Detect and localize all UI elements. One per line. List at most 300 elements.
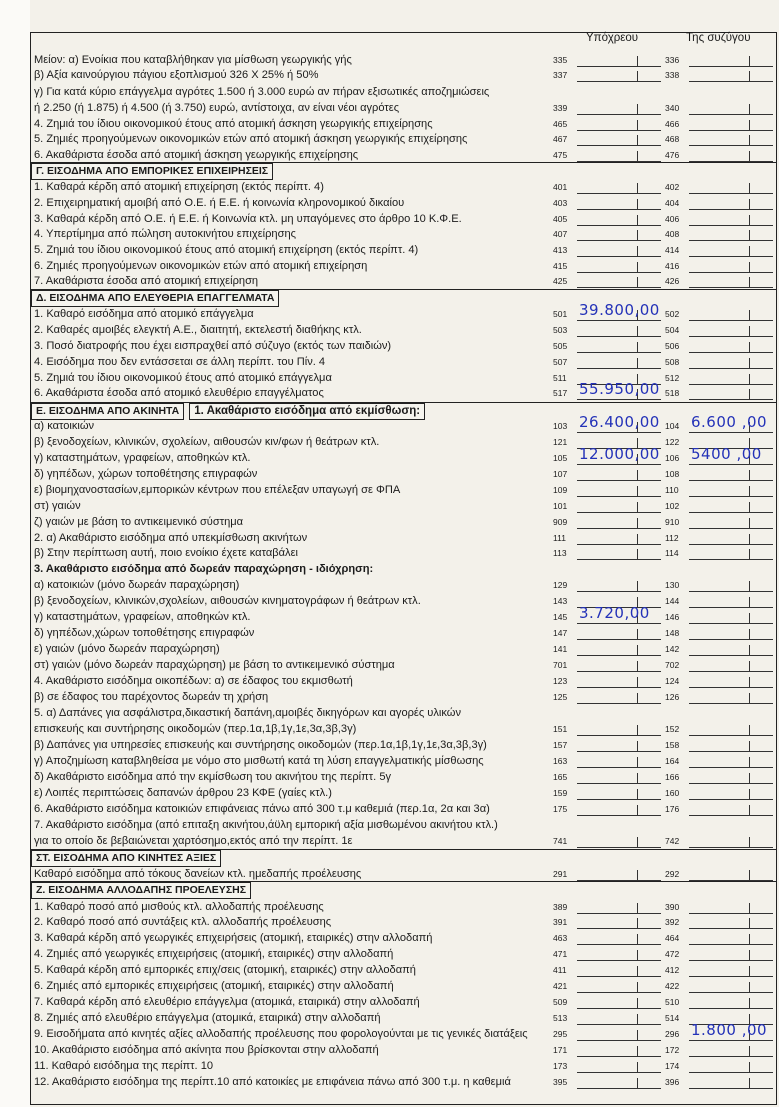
amount-field[interactable]: [689, 386, 773, 400]
amount-field[interactable]: [689, 900, 773, 914]
field-code: 171: [553, 1045, 568, 1055]
decimal-separator: [637, 982, 638, 992]
decimal-separator: [749, 950, 750, 960]
amount-field[interactable]: [689, 674, 773, 688]
decimal-separator: [637, 56, 638, 66]
amount-field[interactable]: [577, 722, 661, 736]
amount-field[interactable]: [689, 594, 773, 608]
amount-field[interactable]: [689, 578, 773, 592]
decimal-separator: [749, 837, 750, 847]
decimal-separator: [749, 789, 750, 799]
decimal-separator: [749, 903, 750, 913]
amount-field[interactable]: [577, 227, 661, 241]
decimal-separator: [637, 358, 638, 368]
amount-field[interactable]: [577, 802, 661, 816]
amount-field[interactable]: [689, 339, 773, 353]
amount-field[interactable]: [689, 196, 773, 210]
row-label: 5. α) Δαπάνες για ασφάλιστρα,δικαστική δαπάνη,αμοιβές δικηγόρων και αγορές υλικών: [34, 707, 462, 719]
field-code: 412: [665, 965, 680, 975]
field-code: 518: [665, 388, 680, 398]
handwritten-amount: 1.800 ,00: [691, 1021, 768, 1039]
decimal-separator: [749, 1078, 750, 1088]
amount-field[interactable]: [689, 355, 773, 369]
field-code: 401: [553, 182, 568, 192]
field-code: 507: [553, 357, 568, 367]
section-title: Γ. ΕΙΣΟΔΗΜΑ ΑΠΟ ΕΜΠΟΡΙΚΕΣ ΕΠΙΧΕΙΡΗΣΕΙΣ: [31, 163, 273, 180]
form-row: [34, 1042, 775, 1058]
field-code: 421: [553, 981, 568, 991]
field-code: 509: [553, 997, 568, 1007]
row-label: στ) γαιών (μόνο δωρεάν παραχώρηση) με βάση το αντικειμενικό σύστημα: [34, 659, 395, 671]
row-label: 5. Ζημιά του ίδιου οικονομικού έτους από ατομικό επάγγελμα: [34, 372, 332, 384]
amount-field[interactable]: [689, 995, 773, 1009]
amount-field[interactable]: [577, 212, 661, 226]
field-code: 172: [665, 1045, 680, 1055]
amount-field[interactable]: [577, 604, 661, 624]
form-row: [34, 625, 775, 641]
amount-field[interactable]: [689, 834, 773, 848]
row-label: 12. Ακαθάριστο εισόδημα της περίπτ.10 από κατοικίες με επιφάνεια πάνω από 300 τ.μ. η καθεμιά: [34, 1076, 511, 1088]
amount-field[interactable]: [689, 515, 773, 529]
field-code: 163: [553, 756, 568, 766]
amount-field[interactable]: [689, 690, 773, 704]
row-label: δ) γηπέδων, χώρων τοποθέτησης επιγραφών: [34, 468, 258, 480]
decimal-separator: [749, 358, 750, 368]
decimal-separator: [637, 725, 638, 735]
form-row: [34, 482, 775, 498]
amount-field[interactable]: [689, 259, 773, 273]
row-label: γ) καταστημάτων, γραφείων, αποθηκών κτλ.: [34, 452, 251, 464]
row-label: γ) καταστημάτων, γραφείων, αποθηκών κτλ.: [34, 611, 251, 623]
field-code: 165: [553, 772, 568, 782]
field-code: 403: [553, 198, 568, 208]
row-label: β) σε έδαφος του παρέχοντος δωρεάν τη χρήση: [34, 691, 269, 703]
amount-field[interactable]: [577, 1011, 661, 1025]
amount-field[interactable]: [689, 610, 773, 624]
decimal-separator: [749, 56, 750, 66]
amount-field[interactable]: [689, 947, 773, 961]
field-code: 467: [553, 134, 568, 144]
row-label: β) Στην περίπτωση αυτή, ποιο ενοίκιο έχετε καταβάλει: [34, 547, 298, 559]
form-row: [34, 530, 775, 546]
field-code: 335: [553, 55, 568, 65]
row-label: 4. Ακαθάριστο εισόδημα οικοπέδων: α) σε έδαφος του εκμισθωτή: [34, 675, 353, 687]
amount-field[interactable]: [689, 483, 773, 497]
field-code: 508: [665, 357, 680, 367]
row-label: 1. Καθαρό εισόδημα από ατομικό επάγγελμα: [34, 308, 254, 320]
form-row: [34, 737, 775, 753]
field-code: 505: [553, 341, 568, 351]
form-row: [34, 593, 775, 609]
field-code: 148: [665, 628, 680, 638]
amount-field[interactable]: [577, 995, 661, 1009]
form-row: [34, 930, 775, 946]
form-row: [34, 1010, 775, 1026]
field-code: 111: [553, 533, 566, 543]
amount-field[interactable]: [577, 243, 661, 257]
decimal-separator: [749, 215, 750, 225]
field-code: 152: [665, 724, 680, 734]
field-code: 405: [553, 214, 568, 224]
amount-field[interactable]: [577, 979, 661, 993]
form-row: [34, 52, 775, 68]
amount-field[interactable]: [689, 642, 773, 656]
field-code: 158: [665, 740, 680, 750]
row-label: ή 2.250 (ή 1.875) ή 4.500 (ή 3.750) ευρώ, αντίστοιχα, αν είναι νέοι αγρότες: [34, 102, 400, 114]
row-label: δ) γηπέδων,χώρων τοποθέτησης επιγραφών: [34, 627, 255, 639]
decimal-separator: [637, 629, 638, 639]
amount-field[interactable]: [689, 915, 773, 929]
field-code: 103: [553, 421, 568, 431]
amount-field[interactable]: [577, 1043, 661, 1057]
field-code: 909: [553, 517, 568, 527]
decimal-separator: [637, 966, 638, 976]
decimal-separator: [749, 581, 750, 591]
decimal-separator: [749, 597, 750, 607]
amount-field[interactable]: [577, 834, 661, 848]
field-code: 108: [665, 469, 680, 479]
field-code: 407: [553, 229, 568, 239]
form-row: [34, 769, 775, 785]
field-code: 104: [665, 421, 680, 431]
amount-field[interactable]: [577, 947, 661, 961]
decimal-separator: [637, 741, 638, 751]
decimal-separator: [637, 518, 638, 528]
amount-field[interactable]: [577, 642, 661, 656]
decimal-separator: [637, 470, 638, 480]
amount-field[interactable]: [689, 754, 773, 768]
amount-field[interactable]: [577, 301, 661, 321]
decimal-separator: [637, 1030, 638, 1040]
amount-field[interactable]: [689, 101, 773, 115]
row-label: α) κατοικιών: [34, 420, 95, 432]
field-code: 503: [553, 325, 568, 335]
row-label: β) Δαπάνες για υπηρεσίες επισκευής και συντήρησης οικοδομών (περ.1α,1β,1γ,1ε,3α,3β,3γ): [34, 739, 487, 751]
form-row: [34, 211, 775, 227]
amount-field[interactable]: [577, 690, 661, 704]
amount-field[interactable]: [689, 963, 773, 977]
amount-field[interactable]: [689, 212, 773, 226]
amount-field[interactable]: [577, 483, 661, 497]
amount-field[interactable]: [689, 148, 773, 162]
amount-field[interactable]: [577, 1059, 661, 1073]
row-label: 6. Ακαθάριστα έσοδα από ατομικό ελευθέριο επαγγέλματος: [34, 387, 324, 399]
decimal-separator: [637, 677, 638, 687]
field-code: 506: [665, 341, 680, 351]
field-code: 425: [553, 276, 568, 286]
form-row: [34, 994, 775, 1010]
form-row: [34, 962, 775, 978]
field-code: 123: [553, 676, 568, 686]
amount-field[interactable]: [577, 1027, 661, 1041]
field-code: 125: [553, 692, 568, 702]
decimal-separator: [749, 262, 750, 272]
amount-field[interactable]: [689, 722, 773, 736]
field-code: 113: [553, 548, 567, 558]
amount-field[interactable]: [689, 867, 773, 881]
amount-field[interactable]: [689, 68, 773, 82]
field-code: 130: [665, 580, 680, 590]
decimal-separator: [637, 789, 638, 799]
decimal-separator: [749, 374, 750, 384]
field-code: 174: [665, 1061, 680, 1071]
decimal-separator: [749, 135, 750, 145]
amount-field[interactable]: [577, 355, 661, 369]
amount-field[interactable]: [577, 531, 661, 545]
amount-field[interactable]: [577, 274, 661, 288]
amount-field[interactable]: [577, 413, 661, 433]
amount-field[interactable]: [577, 196, 661, 210]
form-row: [34, 673, 775, 689]
form-row: [34, 380, 775, 401]
field-code: 463: [553, 933, 568, 943]
decimal-separator: [637, 549, 638, 559]
field-code: 414: [665, 245, 680, 255]
section-heading: [31, 403, 425, 418]
amount-field[interactable]: [577, 900, 661, 914]
decimal-separator: [637, 1078, 638, 1088]
field-code: 472: [665, 949, 680, 959]
form-row: [34, 147, 775, 163]
decimal-separator: [637, 262, 638, 272]
handwritten-amount: 3.720,00: [579, 604, 650, 622]
field-code: 129: [553, 580, 568, 590]
decimal-separator: [637, 71, 638, 81]
handwritten-amount: 5400 ,00: [691, 445, 762, 463]
amount-field[interactable]: [577, 148, 661, 162]
amount-field[interactable]: [689, 626, 773, 640]
amount-field[interactable]: [689, 979, 773, 993]
row-label: γ) Αποζημίωση καταβληθείσα με νόμο στο μισθωτή κατά τη λύση επαγγελματικής μίσθωσης: [34, 755, 484, 767]
field-code: 339: [553, 103, 568, 113]
decimal-separator: [749, 725, 750, 735]
form-row: [34, 67, 775, 83]
amount-field[interactable]: [689, 243, 773, 257]
form-row: [34, 801, 775, 817]
row-label: 4. Ζημιές από γεωργικές επιχειρήσεις (ατομική, εταιρικές) στην αλλοδαπή: [34, 948, 394, 960]
field-code: 126: [665, 692, 680, 702]
form-row: [34, 641, 775, 657]
handwritten-amount: 26.400,00: [579, 413, 660, 431]
row-label: 3. Ακαθάριστο εισόδημα από δωρεάν παραχώρηση - ιδιόχρηση:: [34, 563, 374, 575]
amount-field[interactable]: [577, 674, 661, 688]
amount-field[interactable]: [577, 445, 661, 465]
field-code: 164: [665, 756, 680, 766]
amount-field[interactable]: [577, 1075, 661, 1089]
form-row: [34, 545, 775, 561]
amount-field[interactable]: [577, 323, 661, 337]
field-code: 513: [553, 1013, 568, 1023]
amount-field[interactable]: [689, 132, 773, 146]
decimal-separator: [637, 581, 638, 591]
field-code: 389: [553, 902, 568, 912]
field-code: 468: [665, 134, 680, 144]
amount-field[interactable]: [689, 738, 773, 752]
row-label: 2. Καθαρές αμοιβές ελεγκτή Α.Ε., διαιτητή, εκτελεστή διαθήκης κτλ.: [34, 324, 362, 336]
amount-field[interactable]: [689, 53, 773, 67]
amount-field[interactable]: [577, 132, 661, 146]
decimal-separator: [637, 693, 638, 703]
form-row: [34, 604, 775, 625]
amount-field[interactable]: [577, 578, 661, 592]
amount-field[interactable]: [689, 658, 773, 672]
form-row: [34, 914, 775, 930]
row-label: β) Αξία καινούργιου πάγιου εξοπλισμού 326 Χ 25% ή 50%: [34, 69, 319, 81]
amount-field[interactable]: [689, 1075, 773, 1089]
field-code: 510: [665, 997, 680, 1007]
decimal-separator: [637, 342, 638, 352]
row-label: επισκευής και συντήρησης οικοδομών (περ.1α,1β,1γ,1ε,3α,3β,3γ): [34, 723, 357, 735]
decimal-separator: [749, 389, 750, 399]
row-label: για το οποίο δε βεβαιώνεται χαρτόσημο,εκτός από την περίπτ. 1ε: [34, 835, 353, 847]
decimal-separator: [637, 183, 638, 193]
decimal-separator: [749, 918, 750, 928]
amount-field[interactable]: [577, 68, 661, 82]
row-label: ε) γαιών (μόνο δωρεάν παραχώρηση): [34, 643, 220, 655]
field-code: 512: [665, 373, 680, 383]
field-code: 176: [665, 804, 680, 814]
decimal-separator: [637, 104, 638, 114]
amount-field[interactable]: [689, 117, 773, 131]
amount-field[interactable]: [689, 1021, 773, 1041]
field-code: 143: [553, 596, 568, 606]
form-row: [34, 116, 775, 132]
form-row: [34, 466, 775, 482]
amount-field[interactable]: [689, 531, 773, 545]
amount-field[interactable]: [577, 754, 661, 768]
form-row-heading: [34, 705, 775, 721]
row-label: 6. Ζημιές προηγούμενων οικονομικών ετών από ατομική επιχείρηση: [34, 260, 368, 272]
field-code: 147: [553, 628, 568, 638]
amount-field[interactable]: [577, 515, 661, 529]
decimal-separator: [637, 230, 638, 240]
amount-field[interactable]: [577, 738, 661, 752]
amount-field[interactable]: [689, 802, 773, 816]
amount-field[interactable]: [577, 963, 661, 977]
row-label: 3. Ποσό διατροφής που έχει εισπραχθεί από σύζυγο (εκτός των παιδιών): [34, 340, 392, 352]
section-title: ΣΤ. ΕΙΣΟΔΗΜΑ ΑΠΟ ΚΙΝΗΤΕΣ ΑΞΙΕΣ: [31, 850, 221, 867]
amount-field[interactable]: [689, 445, 773, 465]
decimal-separator: [637, 805, 638, 815]
column-header-taxpayer: Υπόχρεου: [586, 32, 639, 44]
field-code: 157: [553, 740, 568, 750]
amount-field[interactable]: [689, 1059, 773, 1073]
form-row: [34, 242, 775, 258]
decimal-separator: [749, 629, 750, 639]
row-label: 10. Ακαθάριστο εισόδημα από ακίνητα που βρίσκονται στην αλλοδαπή: [34, 1044, 379, 1056]
amount-field[interactable]: [689, 770, 773, 784]
amount-field[interactable]: [689, 371, 773, 385]
amount-field[interactable]: [577, 467, 661, 481]
amount-field[interactable]: [577, 259, 661, 273]
field-code: 416: [665, 261, 680, 271]
row-label: 7. Ακαθάριστο εισόδημα (από επιταξη ακινήτου,άϋλη εμπορική αξία μισθωμένου ακινήτου κτλ.): [34, 819, 498, 831]
form-row: [34, 445, 775, 466]
row-label: 5. Ζημιά του ίδιου οικονομικού έτους από ατομική επιχείρηση (εκτός περίπτ. 4): [34, 244, 419, 256]
amount-field[interactable]: [577, 180, 661, 194]
field-code: 296: [665, 1029, 680, 1039]
decimal-separator: [749, 661, 750, 671]
field-code: 107: [553, 469, 568, 479]
row-label: 2. Καθαρό ποσό από συντάξεις κτλ. αλλοδαπής προέλευσης: [34, 916, 332, 928]
decimal-separator: [749, 310, 750, 320]
amount-field[interactable]: [689, 274, 773, 288]
amount-field[interactable]: [577, 658, 661, 672]
row-label: 3. Καθαρά κέρδη από Ο.Ε. ή Ε.Ε. ή Κοινωνία κτλ. μη υπαγόμενες στο άρθρο 10 Κ.Φ.Ε.: [34, 213, 462, 225]
amount-field[interactable]: [577, 915, 661, 929]
field-code: 392: [665, 917, 680, 927]
amount-field[interactable]: [577, 931, 661, 945]
amount-field[interactable]: [689, 413, 773, 433]
amount-field[interactable]: [577, 786, 661, 800]
amount-field[interactable]: [689, 546, 773, 560]
decimal-separator: [637, 1014, 638, 1024]
decimal-separator: [749, 966, 750, 976]
form-row-heading: [34, 817, 775, 833]
amount-field[interactable]: [689, 499, 773, 513]
amount-field[interactable]: [689, 227, 773, 241]
amount-field[interactable]: [577, 380, 661, 400]
decimal-separator: [749, 773, 750, 783]
amount-field[interactable]: [577, 546, 661, 560]
amount-field[interactable]: [577, 101, 661, 115]
row-label: 1. Καθαρά κέρδη από ατομική επιχείρηση (εκτός περίπτ. 4): [34, 181, 324, 193]
amount-field[interactable]: [689, 786, 773, 800]
decimal-separator: [749, 151, 750, 161]
field-code: 110: [665, 485, 679, 495]
form-row: [34, 785, 775, 801]
field-code: 415: [553, 261, 568, 271]
form-row: [34, 1058, 775, 1074]
field-code: 166: [665, 772, 680, 782]
field-code: 514: [665, 1013, 680, 1023]
amount-field[interactable]: [577, 770, 661, 784]
row-label: 3. Καθαρά κέρδη από γεωργικές επιχειρήσεις (ατομική, εταιρικές) στην αλλοδαπή: [34, 932, 433, 944]
amount-field[interactable]: [689, 931, 773, 945]
field-code: 173: [553, 1061, 568, 1071]
decimal-separator: [637, 837, 638, 847]
amount-field[interactable]: [577, 53, 661, 67]
form-row: [34, 338, 775, 354]
amount-field[interactable]: [577, 339, 661, 353]
decimal-separator: [749, 518, 750, 528]
field-code: 142: [665, 644, 680, 654]
decimal-separator: [749, 677, 750, 687]
decimal-separator: [749, 470, 750, 480]
row-label: γ) Για κατά κύριο επάγγελμα αγρότες 1.500 ή 3.000 ευρώ αν πήραν εξισωτικές αποζημιώσεις: [34, 86, 490, 98]
decimal-separator: [637, 661, 638, 671]
field-code: 151: [553, 724, 568, 734]
field-code: 391: [553, 917, 568, 927]
amount-field[interactable]: [689, 1043, 773, 1057]
amount-field[interactable]: [689, 180, 773, 194]
field-code: 340: [665, 103, 680, 113]
amount-field[interactable]: [577, 499, 661, 513]
row-label: 5. Καθαρά κέρδη από εμπορικές επιχ/σεις (ατομική, εταιρικές) στην αλλοδαπή: [34, 964, 416, 976]
amount-field[interactable]: [577, 626, 661, 640]
amount-field[interactable]: [577, 867, 661, 881]
column-header-spouse: Της συζύγου: [686, 32, 751, 44]
field-code: 390: [665, 902, 680, 912]
amount-field[interactable]: [577, 117, 661, 131]
amount-field[interactable]: [689, 467, 773, 481]
decimal-separator: [637, 934, 638, 944]
form-row: [34, 273, 775, 289]
amount-field[interactable]: [689, 323, 773, 337]
field-code: 396: [665, 1077, 680, 1087]
field-code: 175: [553, 804, 568, 814]
amount-field[interactable]: [689, 307, 773, 321]
